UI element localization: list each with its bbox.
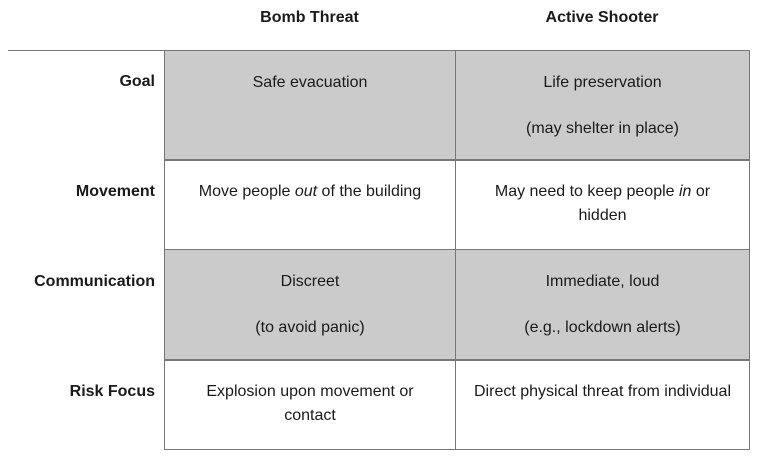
table-cell (164, 249, 456, 361)
text-segment: May need to keep people (494, 183, 679, 200)
text-segment: Discreet (280, 273, 340, 290)
table-cell (455, 159, 750, 251)
text-segment: (to avoid panic) (255, 319, 365, 336)
text-segment: or hidden (578, 183, 711, 224)
cell-text (179, 380, 441, 428)
cell-text (179, 270, 441, 294)
text-segment: Direct physical threat from individual (474, 383, 731, 400)
text-segment: Life preservation (543, 74, 662, 91)
cell-text (179, 316, 441, 340)
header-divider (8, 50, 164, 51)
table-cell (455, 249, 750, 361)
text-segment: Immediate, loud (545, 273, 660, 290)
cell-text (179, 180, 441, 204)
emphasized-text: out (294, 183, 318, 200)
emphasized-text: in (679, 183, 692, 200)
cell-text (470, 316, 735, 340)
table-cell (164, 159, 456, 251)
cell-text (470, 180, 735, 228)
column-header-active-shooter: Active Shooter (545, 9, 659, 26)
cell-text (470, 71, 735, 95)
text-segment: Explosion upon movement or contact (206, 383, 414, 424)
text-segment: of the building (317, 183, 422, 200)
cell-text (470, 270, 735, 294)
table-cell (164, 359, 456, 450)
table-cell (455, 50, 750, 161)
table-cell (164, 50, 456, 161)
text-segment: (e.g., lockdown alerts) (524, 319, 681, 336)
cell-text (470, 380, 735, 404)
row-label: Goal (119, 73, 155, 90)
row-label: Risk Focus (69, 383, 155, 400)
cell-text (179, 71, 441, 95)
column-header-bomb-threat: Bomb Threat (260, 9, 359, 26)
text-segment: (may shelter in place) (526, 120, 679, 137)
text-segment: Move people (198, 183, 295, 200)
text-segment: Safe evacuation (252, 74, 368, 91)
table-cell (455, 359, 750, 450)
cell-text (470, 117, 735, 141)
row-label: Communication (34, 273, 155, 290)
row-label: Movement (75, 183, 155, 200)
